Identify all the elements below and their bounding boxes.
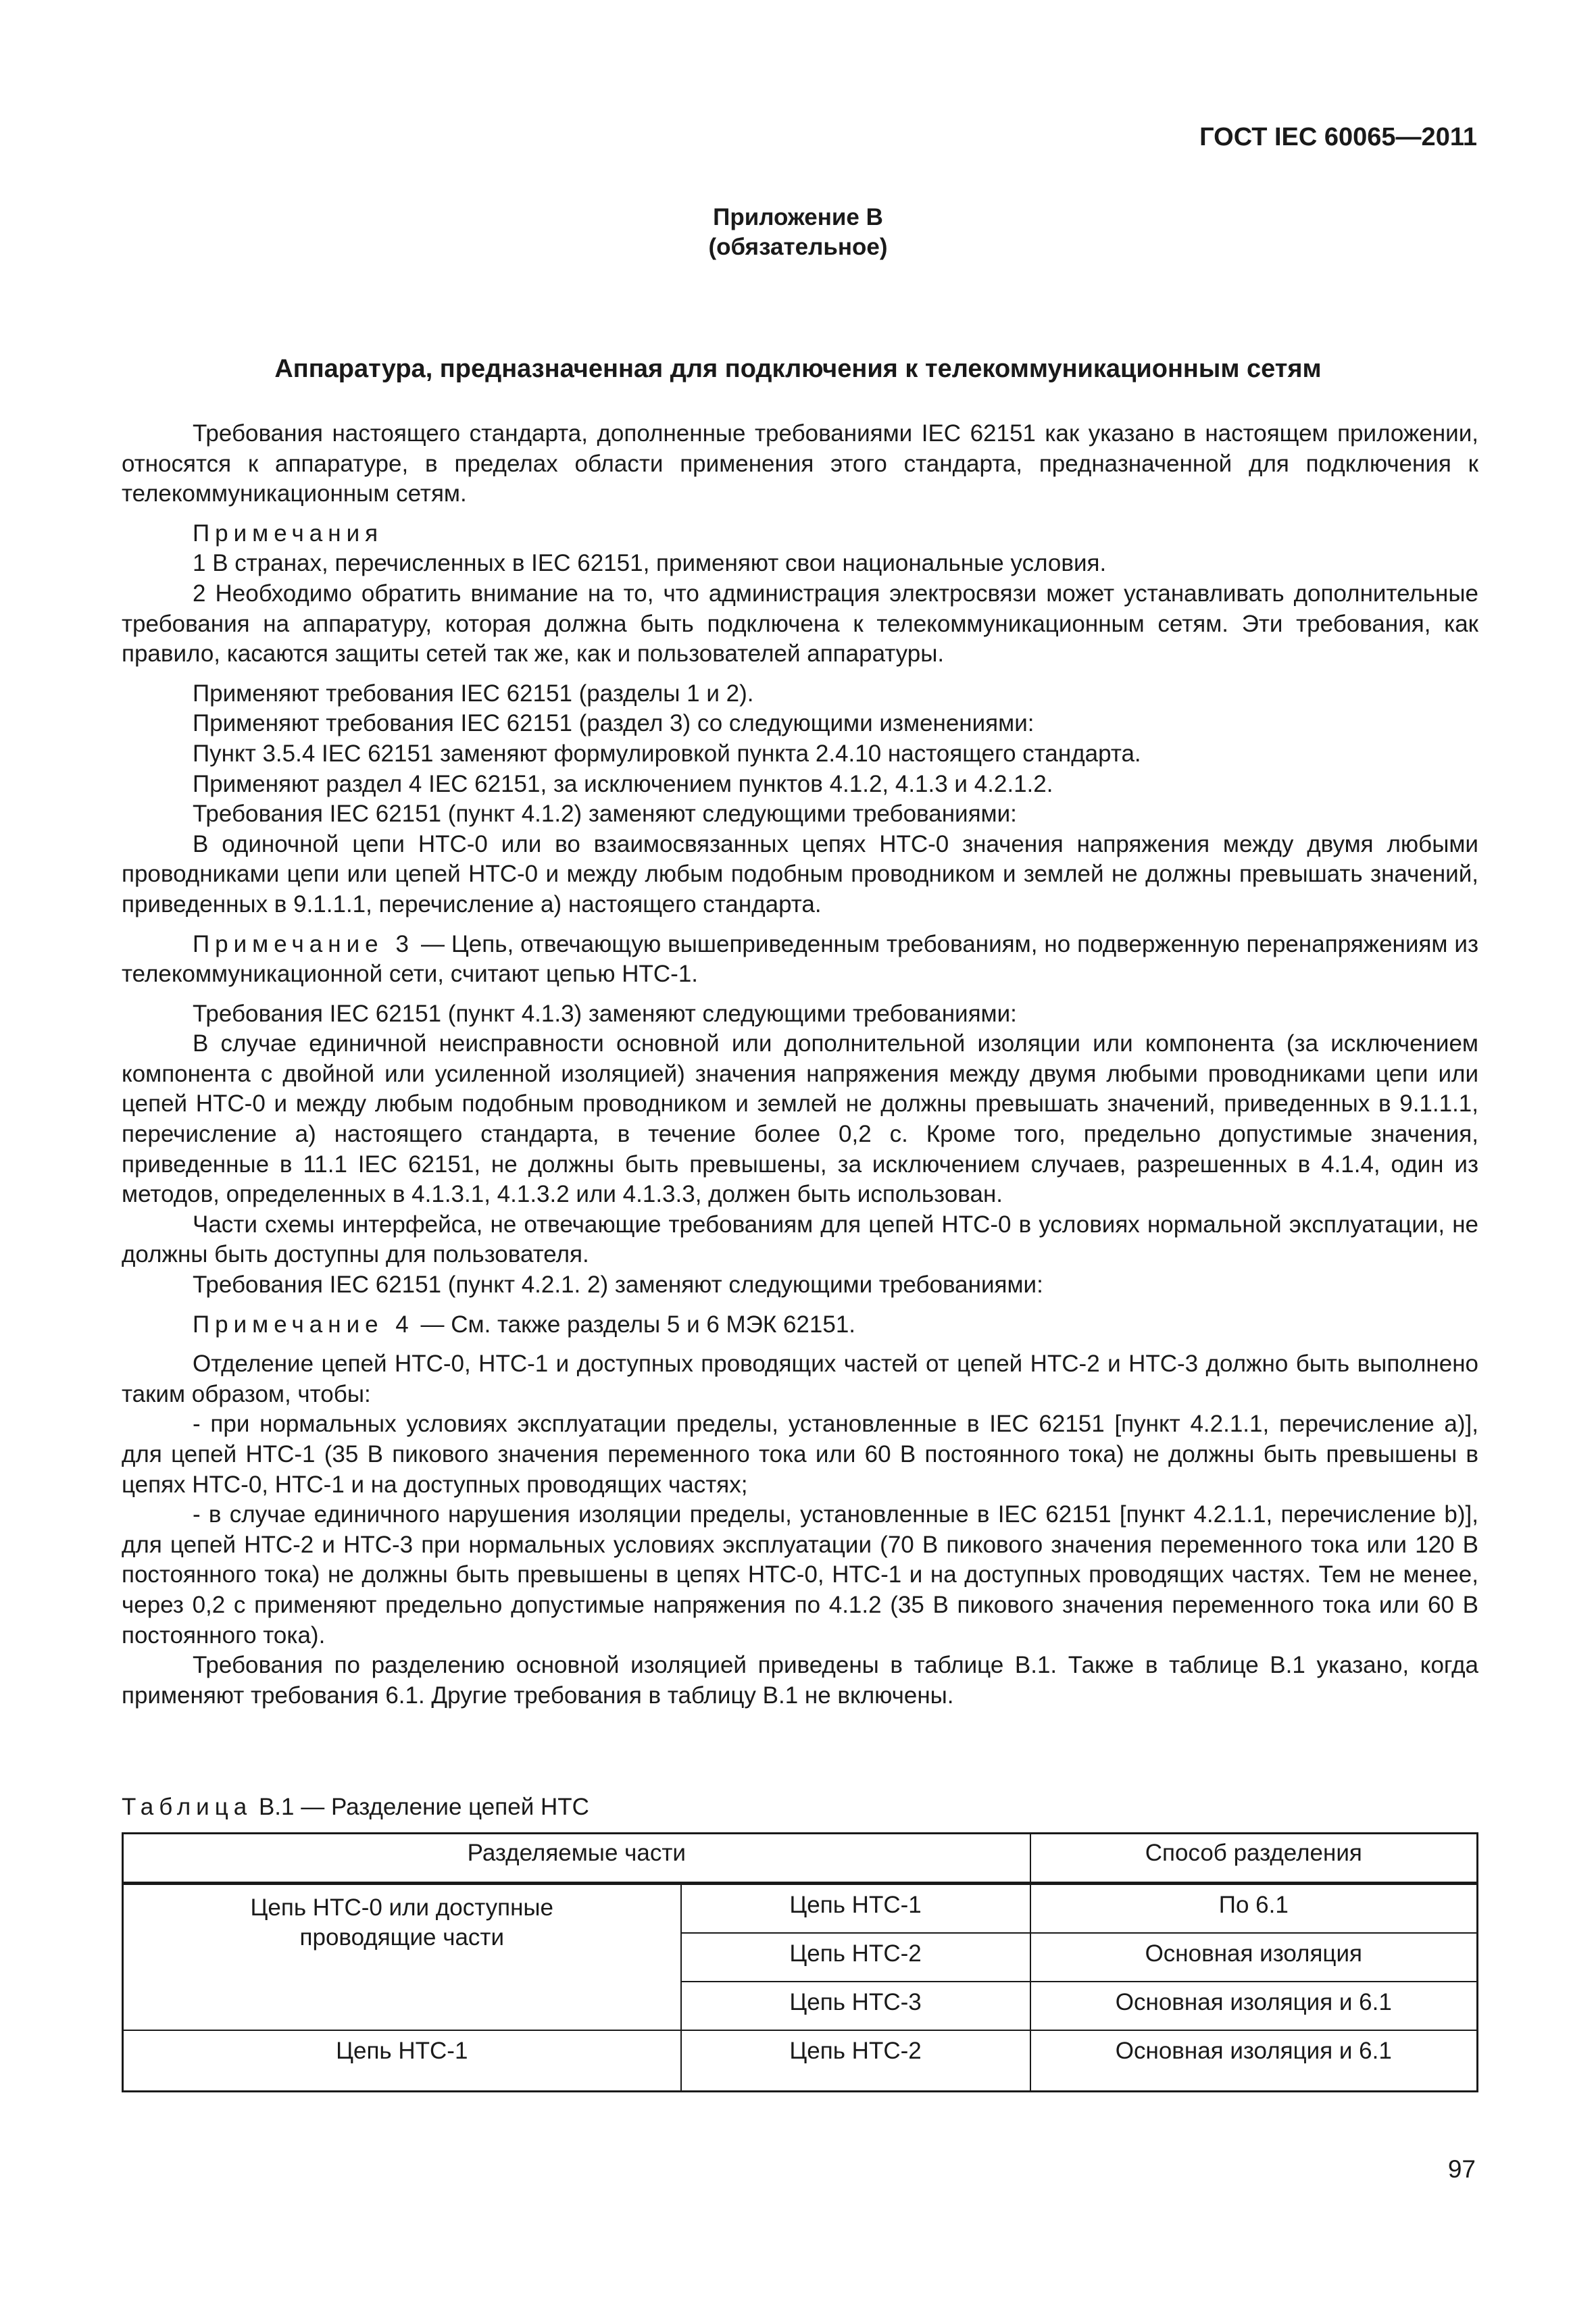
requirement-paragraph: Требования IEC 62151 (пункт 4.1.2) заменяют следующими требованиями: <box>193 801 1017 828</box>
note-3 <box>122 930 1478 990</box>
intro-paragraph: Требования настоящего стандарта, дополненные требованиями IEC 62151 как указано в настоящем приложении, относятся к аппаратуре, в пределах области применения этого стандарта, предназначенной для подключения к телекоммуникационным сетям. <box>122 420 1478 507</box>
part-cell: Цепь НТС-2 <box>681 2030 1030 2092</box>
method-cell: Основная изоляция и 6.1 <box>1030 1982 1478 2030</box>
separation-paragraph: Требования по разделению основной изоляцией приведены в таблице В.1. Также в таблице В.1 указано, когда применяют требования 6.1. Другие требования в таблицу В.1 не включены. <box>122 1652 1478 1709</box>
method-cell: Основная изоляция <box>1030 1933 1478 1982</box>
requirement-paragraph: Требования IEC 62151 (пункт 4.2.1. 2) заменяют следующими требованиями: <box>193 1272 1043 1299</box>
requirement-paragraph: Применяют требования IEC 62151 (раздел 3) со следующими изменениями: <box>193 710 1034 737</box>
method-cell: По 6.1 <box>1030 1884 1478 1934</box>
appendix-title: Приложение В <box>713 204 883 230</box>
table-caption-text: В.1 — Разделение цепей НТС <box>252 1794 589 1820</box>
table-row <box>123 1884 1478 1934</box>
note-3-text: — Цепь, отвечающую вышеприведенным требованиям, но подверженную перенапряжениям из телекоммуникационной сети, считают цепью НТС-1. <box>122 930 1478 988</box>
part-cell: Цепь НТС-3 <box>681 1982 1030 2030</box>
note-4-text: — См. также разделы 5 и 6 МЭК 62151. <box>414 1311 856 1338</box>
separation-paragraph: Отделение цепей НТС-0, НТС-1 и доступных проводящих частей от цепей НТС-2 и НТС-3 должно быть выполнено таким образом, чтобы: <box>122 1351 1478 1407</box>
note-4-label: Примечание 4 <box>193 1311 414 1338</box>
group-cell: Цепь НТС-1 <box>123 2030 681 2092</box>
requirement-paragraph: Пункт 3.5.4 IEC 62151 заменяют формулировкой пункта 2.4.10 настоящего стандарта. <box>193 740 1141 767</box>
appendix-heading <box>0 203 1596 262</box>
note-2: 2 Необходимо обратить внимание на то, что администрация электросвязи может устанавливать дополнительные требования на аппаратуру, которая должна быть подключена к телекоммуникационным сетям. Эти требования, как правило, касаются защиты сетей так же, как и пользователей аппаратуры. <box>122 580 1478 668</box>
group-cell: Цепь НТС-0 или доступные проводящие части <box>123 1884 681 2031</box>
separation-table <box>122 1832 1478 2092</box>
standard-number: ГОСТ IEC 60065—2011 <box>1199 123 1477 151</box>
table-header-row <box>123 1834 1478 1884</box>
separation-paragraph: - при нормальных условиях эксплуатации пределы, установленные в IEC 62151 [пункт 4.2.1.1, перечисление a)], для цепей НТС-1 (35 В пикового значения переменного тока или 60 В постоянного тока) не должны быть превышены в цепях НТС-0, НТС-1 и на доступных проводящих частях; <box>122 1411 1478 1498</box>
header-method: Способ разделения <box>1030 1834 1478 1884</box>
note-3-label: Примечание 3 <box>193 930 414 957</box>
page-title: Аппаратура, предназначенная для подключения к телекоммуникационным сетям <box>274 355 1322 383</box>
method-cell: Основная изоляция и 6.1 <box>1030 2030 1478 2092</box>
page-number: 97 <box>1447 2155 1476 2183</box>
table-row <box>123 2030 1478 2092</box>
notes-heading: Примечания <box>193 520 384 547</box>
appendix-status: (обязательное) <box>708 234 888 260</box>
table-caption-label: Таблица <box>122 1794 253 1820</box>
note-4 <box>122 1310 1478 1340</box>
requirement-paragraph: Применяют требования IEC 62151 (разделы 1 и 2). <box>193 680 754 707</box>
document-body <box>122 419 1478 1711</box>
requirement-paragraph: Части схемы интерфейса, не отвечающие требованиям для цепей НТС-0 в условиях нормальной эксплуатации, не должны быть доступны для пользователя. <box>122 1211 1478 1268</box>
part-cell: Цепь НТС-1 <box>681 1884 1030 1934</box>
requirement-paragraph: Применяют раздел 4 IEC 62151, за исключением пунктов 4.1.2, 4.1.3 и 4.2.1.2. <box>193 770 1053 797</box>
part-cell: Цепь НТС-2 <box>681 1933 1030 1982</box>
header-parts: Разделяемые части <box>123 1834 1030 1884</box>
table-caption <box>122 1794 589 1821</box>
separation-paragraph: - в случае единичного нарушения изоляции пределы, установленные в IEC 62151 [пункт 4.2.1.1, перечисление b)], для цепей НТС-2 и НТС-3 при нормальных условиях эксплуатации (70 В пикового значения переменного тока или 120 В постоянного тока) не должны быть превышены в цепях НТС-0, НТС-1 и на доступных проводящих частях. Тем не менее, через 0,2 с применяют предельно допустимые напряжения по 4.1.2 (35 В пикового значения переменного тока или 60 В постоянного тока). <box>122 1501 1478 1649</box>
requirement-paragraph: Требования IEC 62151 (пункт 4.1.3) заменяют следующими требованиями: <box>193 1000 1017 1027</box>
requirement-paragraph: В одиночной цепи НТС-0 или во взаимосвязанных цепях НТС-0 значения напряжения между двумя любыми проводниками цепи или цепей НТС-0 и между любым подобным проводником и землей не должны превышать значений, приведенных в 9.1.1.1, перечисление а) настоящего стандарта. <box>122 830 1478 917</box>
note-1: 1 В странах, перечисленных в IEC 62151, применяют свои национальные условия. <box>193 550 1107 577</box>
requirement-paragraph: В случае единичной неисправности основной или дополнительной изоляции или компонента (за исключением компонента с двойной или усиленной изоляцией) значения напряжения между двумя любыми проводниками цепи или цепей НТС-0 и между любым подобным проводником и землей не должны превышать значений, приведенных в 9.1.1.1, перечисление а) настоящего стандарта, в течение более 0,2 с. Кроме того, предельно допустимые значения, приведенные в 11.1 IEC 62151, не должны быть превышены, за исключением случаев, разрешенных в 4.1.4, один из методов, определенных в 4.1.3.1, 4.1.3.2 или 4.1.3.3, должен быть использован. <box>122 1030 1478 1208</box>
